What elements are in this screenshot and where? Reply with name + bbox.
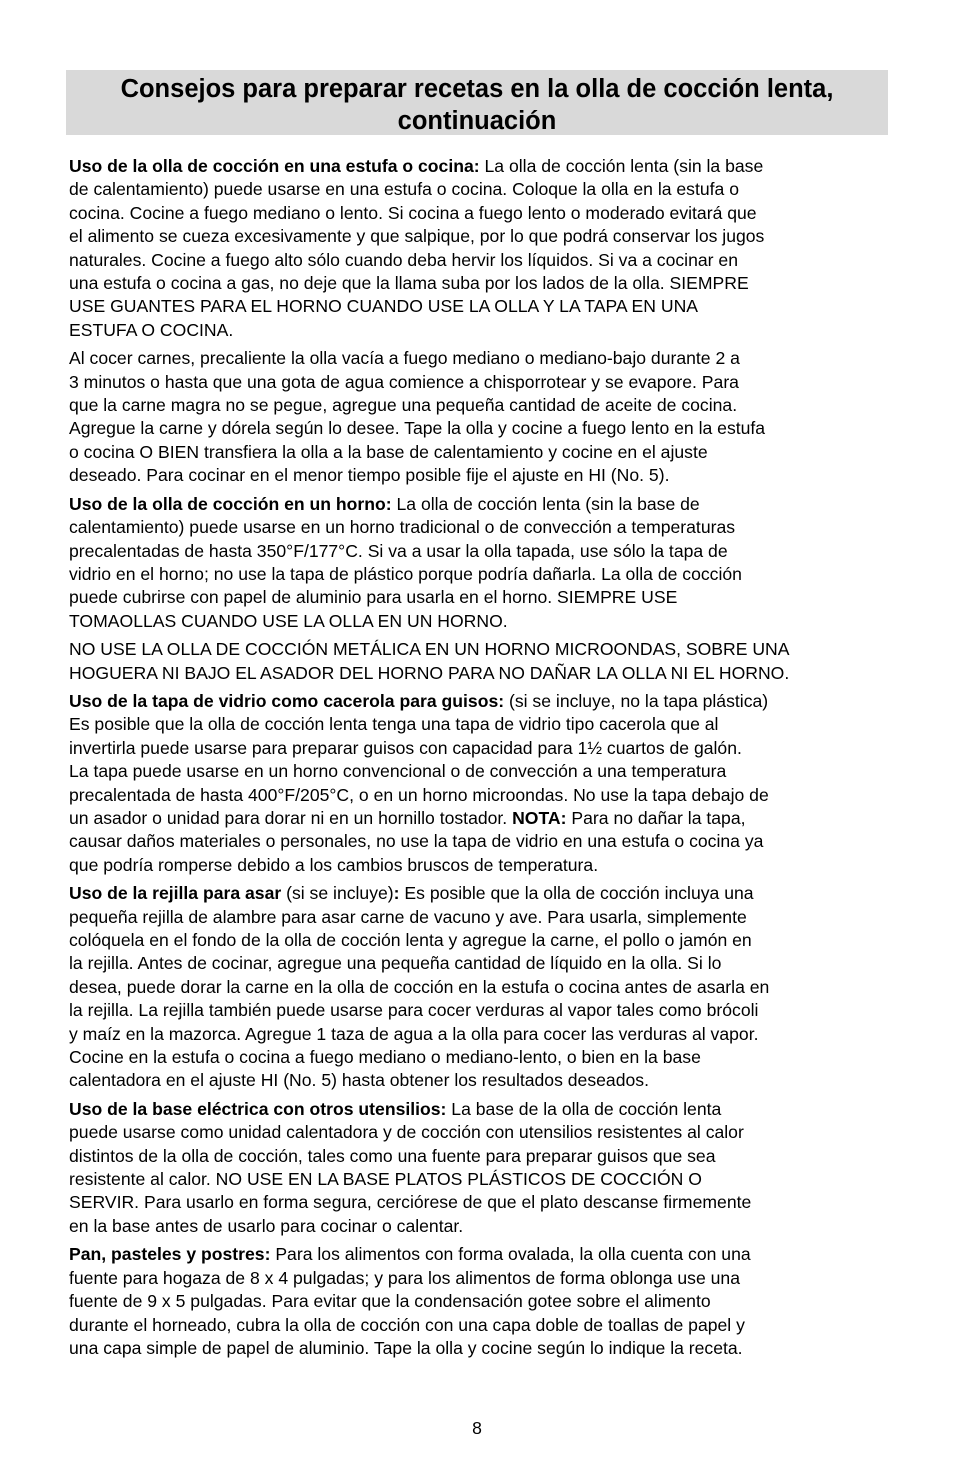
paragraph-roasting-rack: Uso de la rejilla para asar (si se incluye): Es posible que la olla de cocción incluya una pequeña rejilla de alambre para asar carne de vacuno y ave. Para usarla, simplemente colóquela en el fondo de la olla de cocción lenta y agregue la carne, el pollo o jamón en la rejilla. Antes de cocinar, agregue una pequeña cantidad de líquido en la olla. Si lo desea, puede dorar la carne en la olla de cocción en la estufa o cocina antes de asarla en la rejilla. La rejilla también puede usarse para cocer verduras al vapor tales como brócoli y maíz en la mazorca. Agregue 1 taza de agua a la olla para cocer las verduras al vapor. Cocine en la estufa o cocina a fuego mediano o mediano-lento, o bien en la base calentadora en el ajuste HI (No. 5) hasta obtener los resultados deseados. [69, 883, 770, 1091]
title-line-2: continuación [397, 107, 557, 135]
paragraph-heading: Uso de la olla de cocción en un horno: [69, 493, 392, 514]
paragraph-heading: Uso de la olla de cocción en una estufa o cocina: [69, 156, 480, 176]
page-title [66, 70, 888, 135]
note-label: NOTA: [512, 807, 567, 828]
title-line-1: Consejos para preparar recetas en la olla de cocción lenta, [120, 75, 834, 103]
paragraph-heading: Uso de la base eléctrica con otros utensilios: [69, 1098, 447, 1119]
body-text [69, 155, 897, 1365]
paragraph-heading: Uso de la rejilla para asar [69, 883, 282, 904]
paragraph-glass-lid: Uso de la tapa de vidrio como cacerola para guisos: (si se incluye, no la tapa plástica) Es posible que la olla de cocción lenta tenga una tapa de vidrio tipo cacerola que al invertirla puede usarse para preparar guisos con capacidad para 1½ cuartos de galón. La tapa puede usarse en un horno convencional o de convección a una temperatura precalentada de hasta 400°F/205°C, o en un horno microondas. No use la tapa debajo de un asador o unidad para dorar ni en un hornillo tostador. NOTA: Para no dañar la tapa, causar daños materiales o personales, no use la tapa de vidrio en una estufa o cocina ya que podría romperse debido a los cambios bruscos de temperatura. [69, 690, 769, 875]
paragraph-heading: Uso de la tapa de vidrio como cacerola para guisos: [69, 690, 505, 711]
paragraph-breads-cakes: Pan, pasteles y postres: Para los alimentos con forma ovalada, la olla cuenta con una fuente para hogaza de 8 x 4 pulgadas; y para los alimentos de forma oblonga use una fuente de 9 x 5 pulgadas. Para evitar que la condensación gotee sobre el alimento durante el horneado, cubra la olla de cocción con una capa doble de toallas de papel y una capa simple de papel de aluminio. Tape la olla y cocine según lo indique la receta. [69, 1244, 751, 1358]
paragraph-oven: Uso de la olla de cocción en un horno: La olla de cocción lenta (sin la base de calentamiento) puede usarse en un horno tradicional o de convección a temperaturas precalentadas de hasta 350°F/177°C. Si va a usar la olla tapada, use sólo la tapa de vidrio en el horno; no use la tapa de plástico porque podría dañarla. La olla de cocción puede cubrirse con papel de aluminio para usarla en el horno. SIEMPRE USE TOMAOLLAS CUANDO USE LA OLLA EN UN HORNO. [69, 493, 742, 631]
paragraph-electric-base: Uso de la base eléctrica con otros utensilios: La base de la olla de cocción lenta puede usarse como unidad calentadora y de cocción con utensilios resistentes al calor distintos de la olla de cocción, tales como una fuente para preparar guisos que sea resistente al calor. NO USE EN LA BASE PLATOS PLÁSTICOS DE COCCIÓN O SERVIR. Para usarlo en forma segura, cerciórese de que el plato descanse firmemente en la base antes de usarlo para cocinar o calentar. [69, 1098, 752, 1236]
paragraph-browning-meat: Al cocer carnes, precaliente la olla vacía a fuego mediano o mediano-bajo durante 2 a 3 minutos o hasta que una gota de agua comience a chisporrotear y se evapore. Para que la carne magra no se pegue, agregue una pequeña cantidad de aceite de cocina. Agregue la carne y dórela según lo desee. Tape la olla y cocine a fuego lento en la estufa o cocina O BIEN transfiera la olla a la base de calentamiento y cocine en el ajuste deseado. Para cocinar en el menor tiempo posible fije el ajuste en HI (No. 5). [69, 348, 766, 486]
paragraph-microwave-warning: NO USE LA OLLA DE COCCIÓN METÁLICA EN UN HORNO MICROONDAS, SOBRE UNA HOGUERA NI BAJO EL ASADOR DEL HORNO PARA NO DAÑAR LA OLLA NI EL HORNO. [69, 639, 790, 683]
paragraph-heading: Pan, pasteles y postres: [69, 1244, 271, 1265]
paragraph-stovetop: Uso de la olla de cocción en una estufa o cocina: La olla de cocción lenta (sin la base de calentamiento) puede usarse en una estufa o cocina. Coloque la olla en la estufa o cocina. Cocine a fuego mediano o lento. Si cocina a fuego lento o moderado evitará que el alimento se cueza excesivamente y que salpique, por lo que podrá conservar los jugos naturales. Cocine a fuego alto sólo cuando deba hervir los líquidos. Si va a cocinar en una estufa o cocina a gas, no deje que la llama suba por los lados de la olla. SIEMPRE USE GUANTES PARA EL HORNO CUANDO USE LA OLLA Y LA TAPA EN UNA ESTUFA O COCINA. [69, 156, 765, 340]
page-number: 8 [472, 1418, 482, 1438]
